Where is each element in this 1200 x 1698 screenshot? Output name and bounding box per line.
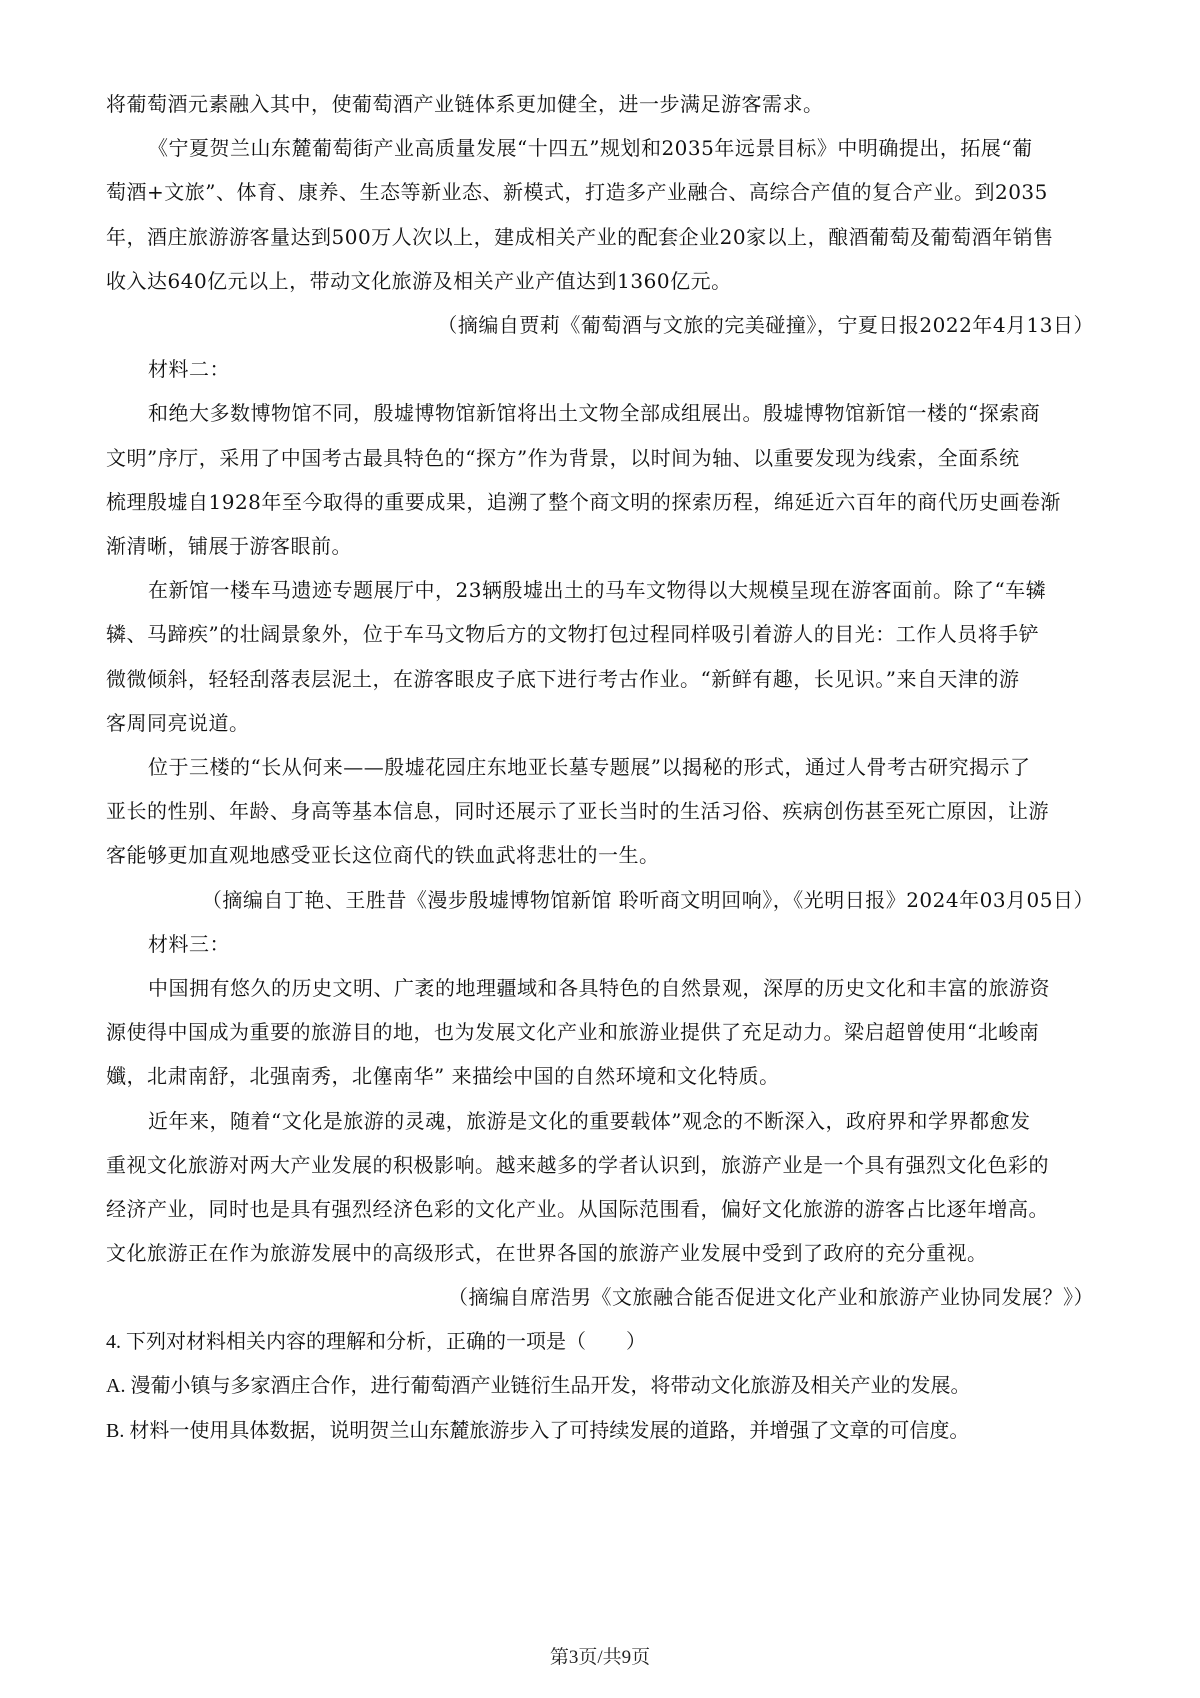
paragraph-line: 萄酒+文旅”、体育、康养、生态等新业态、新模式，打造多产业融合、高综合产值的复合产业。到2035 — [106, 180, 1048, 205]
paragraph-line: 经济产业，同时也是具有强烈经济色彩的文化产业。从国际范围看，偏好文化旅游的游客占比逐年增高。 — [106, 1197, 1049, 1222]
source-citation: （摘编自席浩男《文旅融合能否促进文化产业和旅游产业协同发展？》） — [448, 1285, 1094, 1310]
paragraph-line: 文化旅游正在作为旅游发展中的高级形式，在世界各国的旅游产业发展中受到了政府的充分重视。 — [106, 1241, 988, 1266]
paragraph-line: 亚长的性别、年龄、身高等基本信息，同时还展示了亚长当时的生活习俗、疾病创伤甚至死亡原因，让游 — [106, 799, 1049, 824]
paragraph-line: 在新馆一楼车马遗迹专题展厅中，23辆殷墟出土的马车文物得以大规模呈现在游客面前。除了“车辚 — [148, 578, 1047, 603]
option-a: A. 漫葡小镇与多家酒庄合作，进行葡萄酒产业链衍生品开发，将带动文化旅游及相关产业的发展。 — [106, 1375, 971, 1398]
paragraph-line: 重视文化旅游对两大产业发展的积极影响。越来越多的学者认识到，旅游产业是一个具有强烈文化色彩的 — [106, 1152, 1049, 1177]
section-heading: 材料三： — [148, 931, 230, 956]
question-4 — [106, 1320, 1094, 1454]
material3 — [106, 922, 1094, 1320]
paragraph-line: 中国拥有悠久的历史文明、广袤的地理疆域和各具特色的自然景观，深厚的历史文化和丰富的旅游资 — [148, 976, 1050, 1001]
option-b: B. 材料一使用具体数据，说明贺兰山东麓旅游步入了可持续发展的道路，并增强了文章的可信度。 — [106, 1419, 970, 1442]
page-footer: 第3页/共9页 — [549, 1647, 651, 1668]
document-page — [106, 82, 1094, 1453]
section-heading: 材料二： — [148, 357, 230, 382]
paragraph-line: 《宁夏贺兰山东麓葡萄街产业高质量发展“十四五”规划和2035年远景目标》中明确提出，拓展“葡 — [148, 136, 1033, 161]
paragraph-line: 近年来，随着“文化是旅游的灵魂，旅游是文化的重要载体”观念的不断深入，政府界和学界都愈发 — [148, 1108, 1031, 1133]
paragraph-line: 位于三楼的“长从何来——殷墟花园庄东地亚长墓专题展”以揭秘的形式，通过人骨考古研究揭示了 — [148, 755, 1031, 780]
paragraph-line: 客能够更加直观地感受亚长这位商代的铁血武将悲壮的一生。 — [106, 843, 660, 868]
paragraph-line: 孅，北肃南舒，北强南秀，北僿南华” 来描绘中国的自然环境和文化特质。 — [106, 1064, 780, 1089]
question-stem: 4. 下列对材料相关内容的理解和分析，正确的一项是（ ） — [106, 1330, 646, 1353]
paragraph-line: 源使得中国成为重要的旅游目的地，也为发展文化产业和旅游业提供了充足动力。梁启超曾使用“北峻南 — [106, 1020, 1040, 1045]
source-citation: （摘编自贾莉《葡萄酒与文旅的完美碰撞》，宁夏日报2022年4月13日） — [437, 313, 1094, 338]
paragraph-line: 文明”序厅，采用了中国考古最具特色的“探方”作为背景，以时间为轴、以重要发现为线索，全面系统 — [106, 445, 1020, 470]
material1-tail — [106, 82, 1094, 347]
paragraph-line: 收入达640亿元以上，带动文化旅游及相关产业产值达到1360亿元。 — [106, 268, 732, 293]
paragraph-line: 梳理殷墟自1928年至今取得的重要成果，追溯了整个商文明的探索历程，绵延近六百年的商代历史画卷渐 — [106, 489, 1061, 514]
paragraph-line: 渐清晰，铺展于游客眼前。 — [106, 534, 352, 559]
paragraph-line: 将葡萄酒元素融入其中，使葡萄酒产业链体系更加健全，进一步满足游客需求。 — [106, 92, 824, 116]
paragraph-line: 微微倾斜，轻轻刮落表层泥土，在游客眼皮子底下进行考古作业。“新鲜有趣，长见识。”来自天津的游 — [106, 666, 1020, 691]
paragraph-line: 客周同亮说道。 — [106, 710, 250, 735]
paragraph-line: 和绝大多数博物馆不同，殷墟博物馆新馆将出土文物全部成组展出。殷墟博物馆新馆一楼的“探索商 — [148, 401, 1041, 426]
source-citation: （摘编自丁艳、王胜昔《漫步殷墟博物馆新馆 聆听商文明回响》，《光明日报》2024年03月05日） — [201, 887, 1094, 912]
material2 — [106, 347, 1094, 922]
paragraph-line: 年，酒庄旅游游客量达到500万人次以上，建成相关产业的配套企业20家以上，酿酒葡萄及葡萄酒年销售 — [106, 224, 1054, 249]
paragraph-line: 辚、马蹄疾”的壮阔景象外，位于车马文物后方的文物打包过程同样吸引着游人的目光：工作人员将手铲 — [106, 622, 1040, 647]
